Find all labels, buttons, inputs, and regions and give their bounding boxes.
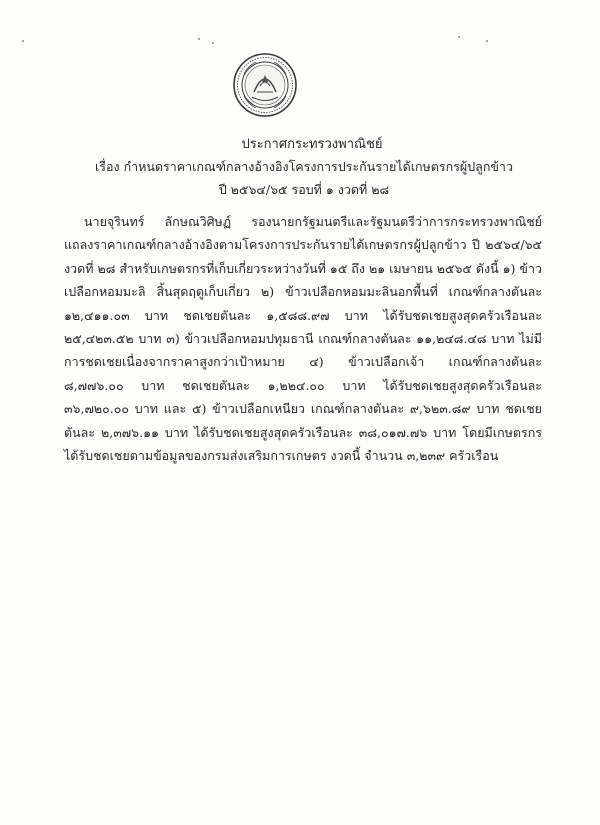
announcement-title: ประกาศกระทรวงพาณิชย์ [241, 137, 383, 152]
subject-line-1: เรื่อง กำหนดราคาเกณฑ์กลางอ้างอิงโครงการประกันรายได้เกษตรกรผู้ปลูกข้าว [95, 159, 513, 174]
scan-speck [486, 40, 488, 42]
scan-speck [198, 38, 200, 40]
ministry-seal-icon [232, 52, 298, 118]
scan-speck [458, 36, 460, 38]
announcement-subject [8, 155, 600, 201]
announcement-body: นายจุรินทร์ ลักษณวิศิษฏ์ รองนายกรัฐมนตรีและรัฐมนตรีว่าการกระทรวงพาณิชย์ แถลงราคาเกณฑ์กลางอ้างอิงตามโครงการประกันรายได้เกษตรกรผู้ปลูกข้าว ปี ๒๕๖๔/๖๕ งวดที่ ๒๘ สำหรับเกษตรกรที่เก็บเกี่ยวระหว่างวันที่ ๑๕ ถึง ๒๑ เมษายน ๒๕๖๕ ดังนี้ ๑) ข้าวเปลือกหอมมะลิ สิ้นสุดฤดูเก็บเกี่ยว ๒) ข้าวเปลือกหอมมะลินอกพื้นที่ เกณฑ์กลางตันละ ๑๒,๔๑๑.๐๓ บาท ชดเชยตันละ ๑,๕๘๘.๙๗ บาท ได้รับชดเชยสูงสุดครัวเรือนละ ๒๕,๔๒๓.๕๒ บาท ๓) ข้าวเปลือกหอมปทุมธานี เกณฑ์กลางตันละ ๑๑,๒๔๘.๔๘ บาท ไม่มีการชดเชยเนื่องจากราคาสูงกว่าเป้าหมาย ๔) ข้าวเปลือกเจ้า เกณฑ์กลางตันละ ๘,๗๗๖.๐๐ บาท ชดเชยตันละ ๑,๒๒๔.๐๐ บาท ได้รับชดเชยสูงสุดครัวเรือนละ ๓๖,๗๒๐.๐๐ บาท และ ๕) ข้าวเปลือกเหนียว เกณฑ์กลางตันละ ๙,๖๒๓.๘๙ บาท ชดเชยตันละ ๒,๓๗๖.๑๑ บาท ได้รับชดเชยสูงสุดครัวเรือนละ ๓๘,๐๑๗.๗๖ บาท โดยมีเกษตรกรได้รับชดเชยตามข้อมูลของกรมส่งเสริมการเกษตร งวดนี้ จำนวน ๓,๒๓๙ ครัวเรือน [64, 214, 542, 464]
scan-speck [22, 40, 24, 42]
subject-line-2: ปี ๒๕๖๔/๖๕ รอบที่ ๑ งวดที่ ๒๘ [218, 182, 390, 197]
scan-speck [212, 42, 214, 44]
